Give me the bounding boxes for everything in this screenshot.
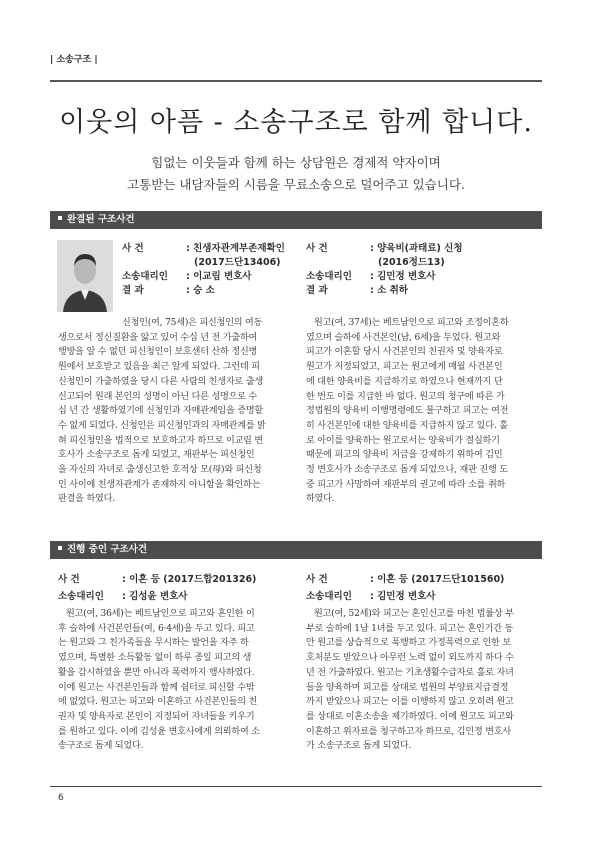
body-line: 에 대한 양육비를 지급하기로 하였으나 현재까지 단: [306, 376, 503, 387]
body-line: 호처분도 받았으나 아무런 노력 없이 외도까지 하다 수: [306, 653, 514, 664]
case-title: : 친생자관계부존재확인: [186, 243, 285, 254]
attorney-label: 소송대리인: [58, 591, 104, 602]
body-line: 이혼하고 위자료를 청구하고자 하므로, 김민정 변호사: [306, 726, 512, 737]
subtitle-line: 힘없는 이웃들과 함께 하는 상담원은 경제적 약자이며: [151, 155, 441, 170]
result-value: : 소 취하: [370, 285, 408, 296]
case-number: (2016정드13): [378, 257, 445, 268]
body-line: 한 번도 이를 지급한 바 없다. 원고의 청구에 따른 가: [306, 391, 505, 402]
case-meta-2: [306, 242, 542, 298]
body-line: 원에서 보호받고 있음을 최근 알게 되었다. 그런데 피: [58, 362, 260, 373]
body-line: 정 변호사가 소송구조로 돕게 되었으나, 재판 진행 도: [306, 465, 508, 476]
body-line: 신청인(여, 75세)은 피신청인의 여동: [122, 318, 263, 328]
case-body-3: [58, 607, 294, 754]
body-line: 에 없었다. 원고는 피고와 이혼하고 사건본인들의 친: [58, 697, 258, 708]
body-line: 가 소송구조로 돕게 되었다.: [306, 741, 412, 752]
body-line: 십 년 간 생활하였기에 신청인과 자매관계임을 증명할: [58, 406, 264, 417]
portrait-icon: [57, 240, 113, 312]
body-line: 혀 피신청인을 법적으로 보호하고자 하므로 이교림 변: [58, 435, 264, 446]
attorney-label: 소송대리인: [306, 271, 352, 282]
attorney-name: : 김민정 변호사: [370, 271, 436, 282]
body-line: 원고(여, 37세)는 베트남인으로 피고와 조정이혼하: [314, 318, 509, 328]
square-bullet-icon: [58, 546, 62, 550]
body-line: 를 상대로 이혼소송을 제기하였다. 이에 원고도 피고와: [306, 711, 514, 722]
body-line: 인 사이에 친생자관계가 존재하지 아니함을 확인하는: [58, 479, 261, 490]
body-line: 을 자신의 자녀로 출생신고한 호적상 모(母)와 피신청: [58, 465, 262, 476]
body-line: 히 사건본인에 대한 양육비를 지급하지 않고 있다. 홀: [306, 420, 508, 431]
case-label: 사 건: [306, 243, 328, 254]
result-value: : 승 소: [186, 285, 215, 296]
page-title: 이웃의 아픔 - 소송구조로 함께 합니다.: [59, 107, 533, 138]
result-label: 결 과: [122, 285, 144, 296]
body-line: 원고(여, 36세)는 베트남인으로 피고와 혼인한 이: [66, 609, 255, 619]
case-number: (2017드단13406): [194, 257, 281, 268]
case-label: 사 건: [122, 243, 144, 254]
attorney-label: 소송대리인: [122, 271, 168, 282]
body-line: 까지 받았으나 피고는 이를 이행하지 않고 오히려 원고: [306, 697, 514, 708]
result-label: 결 과: [306, 285, 328, 296]
body-line: 정법원의 양육비 이행명령에도 불구하고 피고는 여전: [306, 406, 509, 417]
body-line: 안 원고를 상습적으로 폭행하고 가정폭력으로 인한 보: [306, 638, 512, 649]
page-number: 6: [58, 793, 64, 803]
section-title: 진행 중인 구조사건: [67, 544, 148, 555]
body-line: 들을 양육하며 피고를 상대로 법원의 부양료지급결정: [306, 682, 509, 693]
square-bullet-icon: [58, 216, 62, 220]
attorney-name: : 김민정 변호사: [370, 591, 436, 602]
body-line: 행방을 알 수 없던 피신청인이 보호센터 산하 정신병: [58, 347, 258, 358]
body-line: 이에 원고는 사건본인들과 함께 쉼터로 피신할 수밖: [58, 682, 255, 693]
case-body-2: [306, 316, 542, 507]
body-line: 부로 슬하에 1남 1녀를 두고 있다. 피고는 혼인기간 동: [306, 623, 514, 634]
case-label: 사 건: [306, 574, 328, 585]
body-line: 활을 감시하였을 뿐만 아니라 폭력까지 행사하였다.: [58, 667, 255, 678]
case-title: : 이혼 등 (2017드합201326): [122, 574, 257, 585]
case-body-1: [58, 316, 294, 507]
body-line: 신청인이 가출하였을 당시 다른 사람의 친생자로 출생: [58, 376, 264, 387]
body-line: 원고(여, 52세)와 피고는 혼인신고를 마친 법률상 부: [314, 609, 514, 619]
body-line: 하였다.: [306, 494, 335, 505]
section-title: 완결된 구조사건: [67, 214, 135, 225]
case-meta-1: [122, 242, 292, 298]
body-line: 판결을 하였다.: [58, 494, 115, 505]
attorney-label: 소송대리인: [306, 591, 352, 602]
body-line: 호사가 소송구조로 돕게 되었고, 재판부는 피신청인: [58, 450, 255, 461]
bottom-divider: [50, 786, 542, 787]
attorney-name: : 김성윤 변호사: [122, 591, 188, 602]
subtitle-line: 고통받는 내담자들의 시름을 무료소송으로 덜어주고 있습니다.: [127, 177, 465, 192]
body-line: 로 아이를 양육하는 원고로서는 양육비가 절실하기: [306, 435, 500, 446]
section-label: | 소송구조 |: [50, 55, 98, 65]
attorney-name: : 이교림 변호사: [186, 271, 252, 282]
body-line: 후 슬하에 사건본인들(여, 6·4세)을 두고 있다. 피고: [58, 623, 255, 634]
body-line: 수 없게 되었다. 신청인은 피신청인과의 자매관계를 밝: [58, 420, 266, 431]
body-line: 년 전 가출하였다. 원고는 기초생활수급자로 홀로 자녀: [306, 667, 514, 678]
body-line: 송구조로 돕게 되었다.: [58, 741, 144, 752]
section-header-completed: [50, 211, 542, 229]
body-line: 를 원하고 있다. 이에 김성윤 변호사에게 의뢰하여 소: [58, 726, 260, 737]
case-title: : 양육비(과태료) 신청: [370, 243, 463, 254]
body-line: 신고되어 원래 본인의 성명이 아닌 다른 성명으로 수: [58, 391, 258, 402]
body-line: 권자 및 양육자로 본인이 지정되어 자녀들을 키우기: [58, 711, 255, 722]
case-title: : 이혼 등 (2017드단101560): [370, 574, 505, 585]
case-label: 사 건: [58, 574, 80, 585]
top-divider: [50, 80, 542, 82]
body-line: 였으며, 특별한 소득활동 없이 하루 종일 피고의 생: [58, 653, 252, 664]
body-line: 중 피고가 사망하여 재판부의 권고에 따라 소를 취하: [306, 479, 506, 490]
body-line: 때문에 피고의 양육비 지급을 강제하기 위하여 김민: [306, 450, 503, 461]
case-meta-3: [58, 573, 294, 604]
body-line: 였으며 슬하에 사건본인(남, 6세)을 두었다. 원고와: [306, 332, 501, 343]
body-line: 피고가 이혼할 당시 사건본인의 친권자 및 양육자로: [306, 347, 503, 358]
attorney-photo: [57, 240, 113, 312]
page-subtitle: [50, 152, 542, 196]
section-header-in-progress: [50, 541, 542, 559]
body-line: 는 원고와 그 친가족들을 무시하는 발언을 자주 하: [58, 638, 249, 649]
case-body-4: [306, 607, 542, 754]
body-line: 생으로서 정신질환을 앓고 있어 수십 년 전 가출하여: [58, 332, 258, 343]
body-line: 원고가 지정되었고, 피고는 원고에게 매월 사건본인: [306, 362, 503, 373]
case-meta-4: [306, 573, 542, 604]
